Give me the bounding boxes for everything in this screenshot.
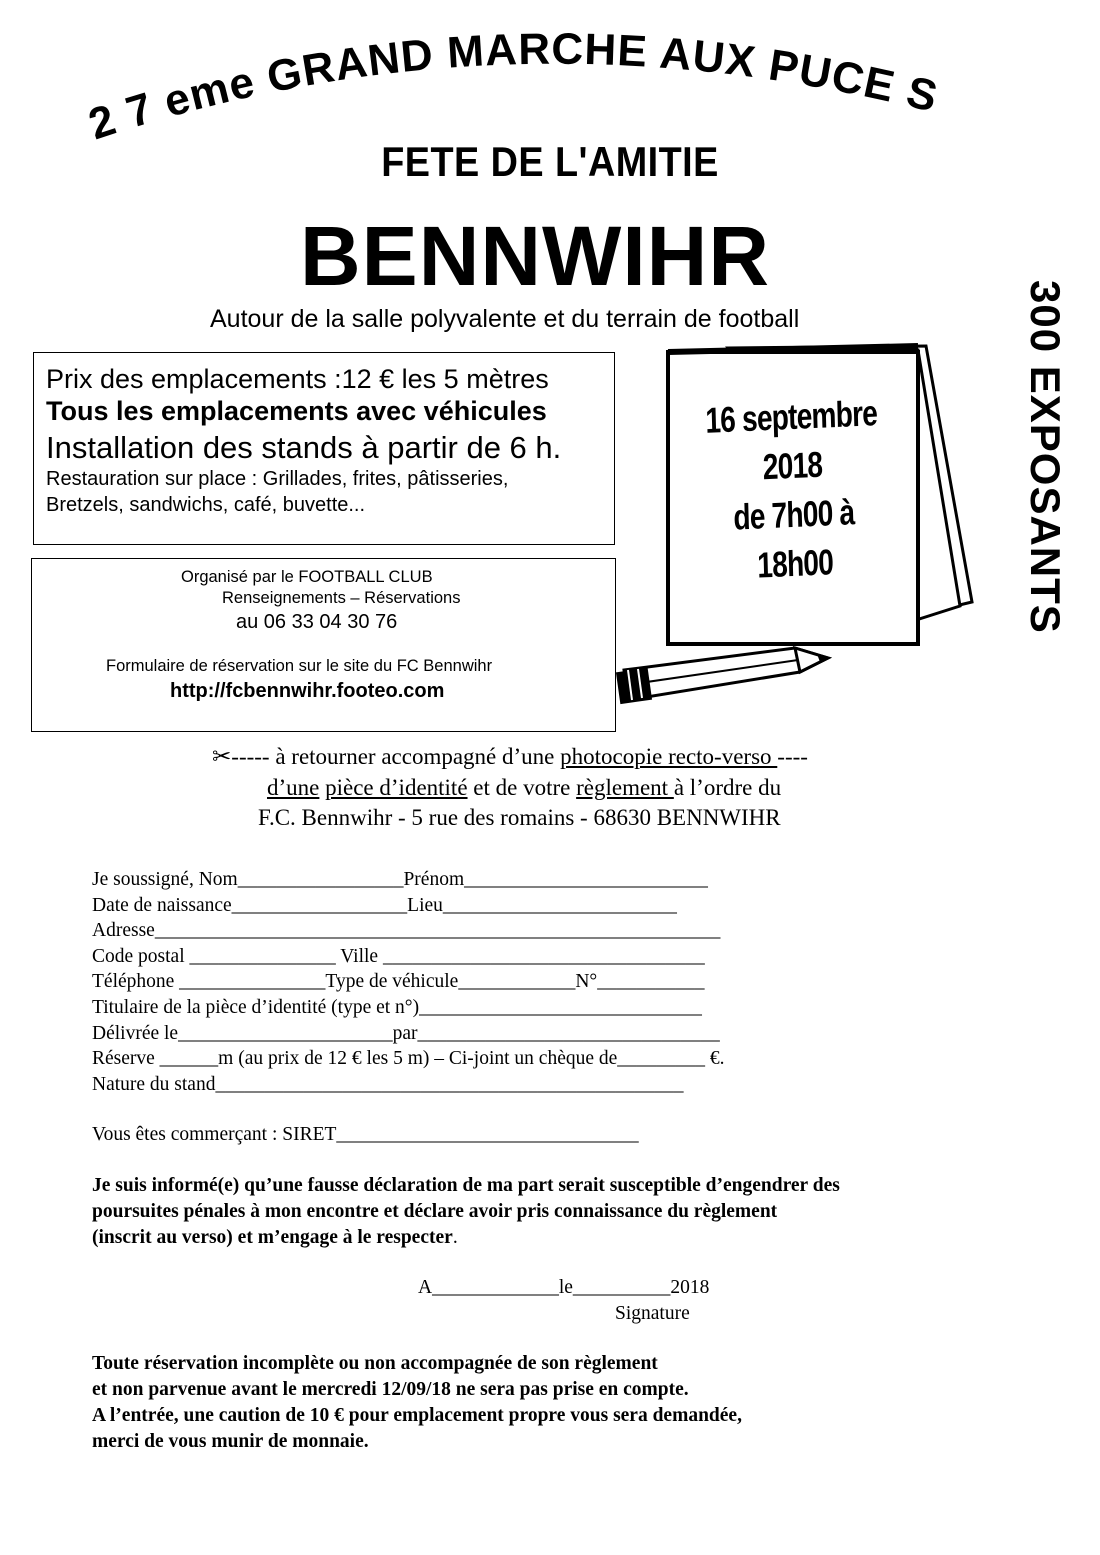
- form-siret-line[interactable]: Vous êtes commerçant : SIRET_______________________________: [92, 1124, 639, 1145]
- signature-label: Signature: [615, 1303, 690, 1324]
- event-subtitle: FETE DE L'AMITIE: [381, 138, 719, 185]
- declaration: [92, 1173, 840, 1251]
- signature-place-date[interactable]: A_____________le__________2018: [418, 1277, 710, 1298]
- form-info-line: Formulaire de réservation sur le site du FC Bennwihr: [106, 657, 493, 675]
- event-date-block: [695, 388, 891, 592]
- info-line: Renseignements – Réservations: [222, 589, 461, 607]
- return-text-g: et de votre: [467, 775, 577, 800]
- form-birth-line[interactable]: Date de naissance__________________Lieu________________________: [92, 894, 677, 916]
- food-line-2: Bretzels, sandwichs, café, buvette...: [46, 494, 366, 516]
- declaration-period: .: [452, 1227, 458, 1248]
- price-line: Prix des emplacements :12 € les 5 mètres: [46, 364, 549, 394]
- form-name-line[interactable]: Je soussigné, Nom_________________Prénom_________________________: [92, 869, 708, 890]
- form-issued-line[interactable]: Délivrée le______________________par_______________________________: [92, 1022, 720, 1044]
- form-stand-line[interactable]: Nature du stand________________________________________________: [92, 1073, 684, 1095]
- return-text-d: d’une: [267, 775, 320, 800]
- return-text-b: photocopie recto-verso: [560, 744, 778, 769]
- return-text-i: à l’ordre du: [673, 775, 782, 800]
- pencil-icon: [616, 648, 828, 704]
- vehicles-line: Tous les emplacements avec véhicules: [46, 396, 547, 426]
- phone-line: au 06 33 04 30 76: [236, 611, 398, 633]
- location-line: Autour de la salle polyvalente et du terrain de football: [210, 305, 800, 333]
- svg-text:2 7 eme GRAND MARCHE AUX PUCE: [83, 25, 943, 150]
- return-text-a: ----- à retourner accompagné d’une: [231, 744, 561, 769]
- arched-title: [0, 0, 1100, 160]
- arched-title-text: 2 7 eme GRAND MARCHE AUX PUCE S: [82, 24, 943, 150]
- form-id-line[interactable]: Titulaire de la pièce d’identité (type et n°)_____________________________: [92, 996, 702, 1018]
- food-line-1: Restauration sur place : Grillades, frites, pâtisseries,: [46, 468, 509, 490]
- website-link[interactable]: http://fcbennwihr.footeo.com: [170, 680, 445, 702]
- exposants-text: 300 EXPOSANTS: [1022, 280, 1069, 634]
- scissors-icon: ✂: [212, 744, 232, 770]
- organizer-line: Organisé par le FOOTBALL CLUB: [181, 568, 433, 586]
- event-date: 16 septembre 2018: [704, 392, 878, 488]
- form-postal-line[interactable]: Code postal _______________ Ville _________________________________: [92, 945, 705, 967]
- return-text-f: pièce d’identité: [325, 775, 468, 800]
- form-reserve-line[interactable]: Réserve ______m (au prix de 12 € les 5 m) – Ci-joint un chèque de_________ €.: [92, 1048, 725, 1070]
- final-note-line-3: A l’entrée, une caution de 10 € pour emplacement propre vous sera demandée,: [92, 1405, 742, 1426]
- return-text-h: règlement: [576, 775, 674, 800]
- town-name: BENNWIHR: [300, 209, 770, 303]
- event-hours: de 7h00 à 18h00: [732, 491, 855, 586]
- exposants-vertical: [1015, 280, 1069, 700]
- form-address-line[interactable]: Adresse__________________________________________________________: [92, 920, 721, 942]
- installation-line: Installation des stands à partir de 6 h.: [46, 430, 562, 465]
- return-text-c: ----: [777, 744, 808, 769]
- declaration-line-2: poursuites pénales à mon encontre et déclare avoir pris connaissance du règlement: [92, 1201, 778, 1222]
- form-phone-line[interactable]: Téléphone _______________Type de véhicule____________N°___________: [92, 971, 705, 993]
- declaration-line-3: [92, 1225, 840, 1251]
- declaration-line-1: Je suis informé(e) qu’une fausse déclaration de ma part serait susceptible d’engendrer des: [92, 1175, 840, 1196]
- final-note-line-1: Toute réservation incomplète ou non accompagnée de son règlement: [92, 1353, 658, 1374]
- return-line-1: [212, 744, 808, 770]
- return-line-2: [267, 775, 781, 801]
- return-address: F.C. Bennwihr - 5 rue des romains - 68630 BENNWIHR: [258, 805, 781, 830]
- final-note-line-4: merci de vous munir de monnaie.: [92, 1431, 369, 1452]
- declaration-line-3-text: (inscrit au verso) et m’engage à le respecter: [92, 1227, 453, 1248]
- registration-form: [92, 867, 725, 1097]
- final-note-line-2: et non parvenue avant le mercredi 12/09/18 ne sera pas prise en compte.: [92, 1379, 689, 1400]
- final-note: [92, 1351, 742, 1455]
